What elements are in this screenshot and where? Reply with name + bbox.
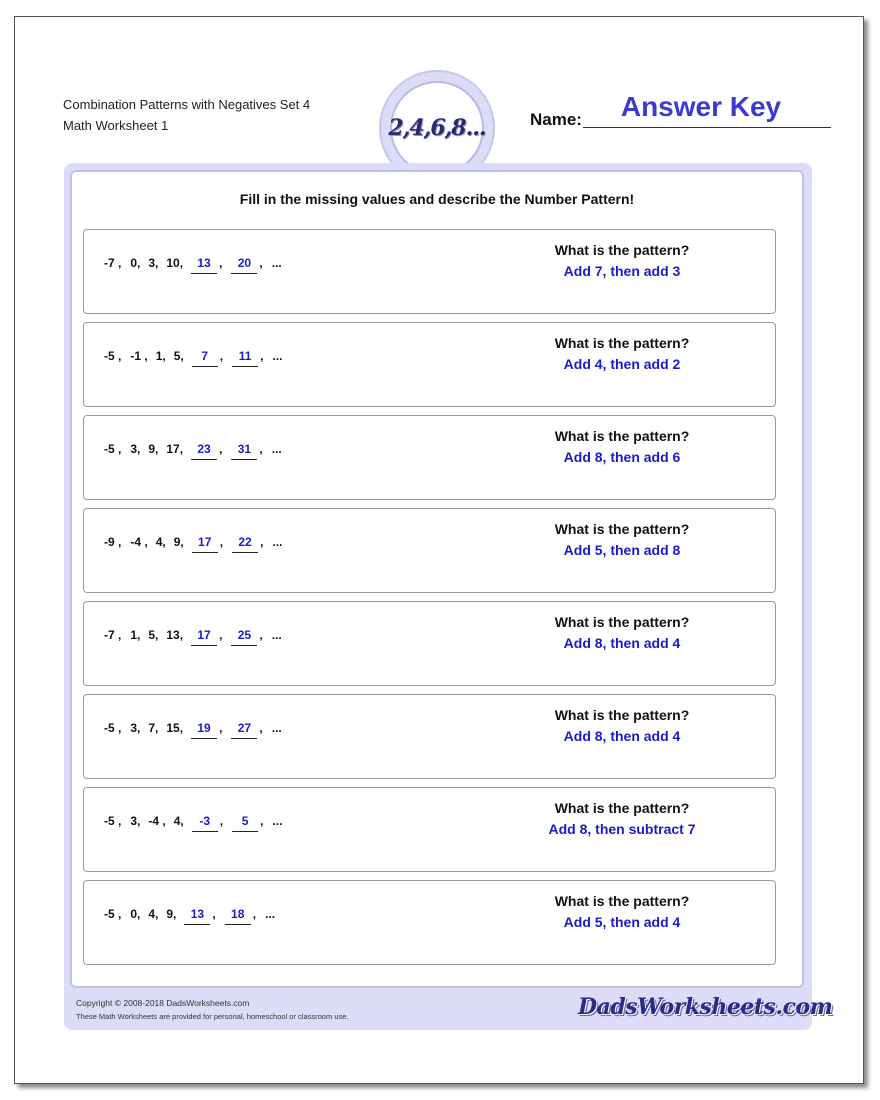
pattern-answer: Add 5, then add 8 [563, 542, 681, 558]
ellipsis: ... [271, 442, 282, 456]
sequence-term: -4 , [130, 535, 148, 549]
problem-box [83, 694, 776, 779]
logo-text: 2,4,6,8... [388, 115, 486, 141]
comma: , [219, 721, 223, 735]
comma: , [260, 814, 264, 828]
comma: , [219, 628, 223, 642]
pattern-answer: Add 8, then add 4 [563, 728, 681, 744]
answer-blank: 19 [191, 721, 217, 739]
comma: , [259, 721, 263, 735]
brand-logo: DadsWorksheets.com [578, 994, 833, 1020]
sequence-term: 5, [148, 628, 159, 642]
number-sequence [104, 907, 275, 925]
sequence-term: 4, [173, 814, 184, 828]
worksheet-title: Combination Patterns with Negatives Set 4 [63, 97, 311, 112]
problem-box [83, 322, 776, 407]
pattern-question: What is the pattern? [554, 242, 690, 258]
comma: , [259, 628, 263, 642]
pattern-question: What is the pattern? [554, 428, 690, 444]
answer-blank: 13 [184, 907, 210, 925]
sequence-term: 9, [173, 535, 184, 549]
problem-box [83, 880, 776, 965]
pattern-question: What is the pattern? [554, 707, 690, 723]
instruction-text: Fill in the missing values and describe the Number Pattern! [239, 191, 635, 207]
problem-box [83, 508, 776, 593]
sequence-term: 3, [130, 814, 141, 828]
answer-blank: 17 [192, 535, 218, 553]
ellipsis: ... [271, 721, 282, 735]
sequence-term: 3, [130, 721, 141, 735]
answer-blank: -3 [192, 814, 218, 832]
ellipsis: ... [272, 814, 283, 828]
answer-blank: 23 [191, 442, 217, 460]
sequence-term: 17, [166, 442, 184, 456]
sequence-term: -5 , [104, 907, 122, 921]
pattern-answer: Add 8, then add 4 [563, 635, 681, 651]
comma: , [212, 907, 216, 921]
sequence-term: 1, [130, 628, 141, 642]
sequence-term: -5 , [104, 349, 122, 363]
pattern-answer: Add 4, then add 2 [563, 356, 681, 372]
pattern-answer: Add 8, then subtract 7 [548, 821, 696, 837]
sequence-term: -1 , [130, 349, 148, 363]
number-sequence [104, 721, 282, 739]
sequence-term: 4, [148, 907, 159, 921]
number-sequence [104, 442, 282, 460]
answer-blank: 25 [231, 628, 257, 646]
sequence-term: -5 , [104, 721, 122, 735]
number-sequence [104, 628, 282, 646]
sequence-term: -9 , [104, 535, 122, 549]
comma: , [259, 256, 263, 270]
sequence-term: 3, [130, 442, 141, 456]
answer-blank: 11 [232, 349, 258, 367]
answer-blank: 27 [231, 721, 257, 739]
sequence-term: -5 , [104, 442, 122, 456]
sequence-term: -5 , [104, 814, 122, 828]
number-sequence [104, 535, 282, 553]
answer-blank: 20 [231, 256, 257, 274]
pattern-answer: Add 7, then add 3 [563, 263, 681, 279]
footer-usage-note: These Math Worksheets are provided for personal, homeschool or classroom use. [76, 1012, 349, 1021]
sequence-term: 0, [130, 256, 141, 270]
logo-badge [390, 81, 484, 175]
ellipsis: ... [272, 349, 283, 363]
problem-box [83, 229, 776, 314]
answer-blank: 13 [191, 256, 217, 274]
problem-box [83, 787, 776, 872]
pattern-question: What is the pattern? [554, 335, 690, 351]
sequence-term: 0, [130, 907, 141, 921]
comma: , [252, 907, 257, 921]
comma: , [259, 442, 263, 456]
comma: , [219, 349, 224, 363]
sequence-term: -7 , [104, 256, 122, 270]
answer-blank: 18 [225, 907, 251, 925]
number-sequence [104, 349, 282, 367]
worksheet-subtitle: Math Worksheet 1 [63, 118, 169, 133]
sequence-term: 5, [173, 349, 184, 363]
pattern-question: What is the pattern? [554, 614, 690, 630]
sequence-term: 3, [148, 256, 159, 270]
number-sequence [104, 256, 282, 274]
pattern-question: What is the pattern? [554, 521, 690, 537]
sequence-term: 1, [155, 349, 166, 363]
sequence-term: 10, [166, 256, 184, 270]
sequence-term: -7 , [104, 628, 122, 642]
answer-blank: 31 [231, 442, 257, 460]
answer-blank: 5 [232, 814, 258, 832]
answer-blank: 17 [191, 628, 217, 646]
pattern-answer: Add 8, then add 6 [563, 449, 681, 465]
number-sequence [104, 814, 282, 832]
ellipsis: ... [272, 535, 283, 549]
comma: , [219, 442, 223, 456]
footer-copyright: Copyright © 2008-2018 DadsWorksheets.com [76, 998, 250, 1008]
sequence-term: 4, [155, 535, 166, 549]
comma: , [219, 535, 224, 549]
sequence-term: 9, [148, 442, 159, 456]
comma: , [219, 814, 224, 828]
sequence-term: 15, [166, 721, 184, 735]
problem-box [83, 415, 776, 500]
ellipsis: ... [271, 628, 282, 642]
problem-box [83, 601, 776, 686]
ellipsis: ... [271, 256, 282, 270]
sequence-term: 13, [166, 628, 184, 642]
sequence-term: -4 , [148, 814, 166, 828]
name-underline [583, 127, 831, 128]
pattern-question: What is the pattern? [554, 893, 690, 909]
pattern-answer: Add 5, then add 4 [563, 914, 681, 930]
comma: , [260, 535, 264, 549]
comma: , [219, 256, 223, 270]
name-label: Name: [530, 110, 582, 129]
pattern-question: What is the pattern? [554, 800, 690, 816]
sequence-term: 9, [166, 907, 177, 921]
ellipsis: ... [265, 907, 276, 921]
sequence-term: 7, [148, 721, 159, 735]
comma: , [260, 349, 264, 363]
answer-key-text: Answer Key [620, 91, 782, 122]
answer-blank: 22 [232, 535, 258, 553]
answer-blank: 7 [192, 349, 218, 367]
